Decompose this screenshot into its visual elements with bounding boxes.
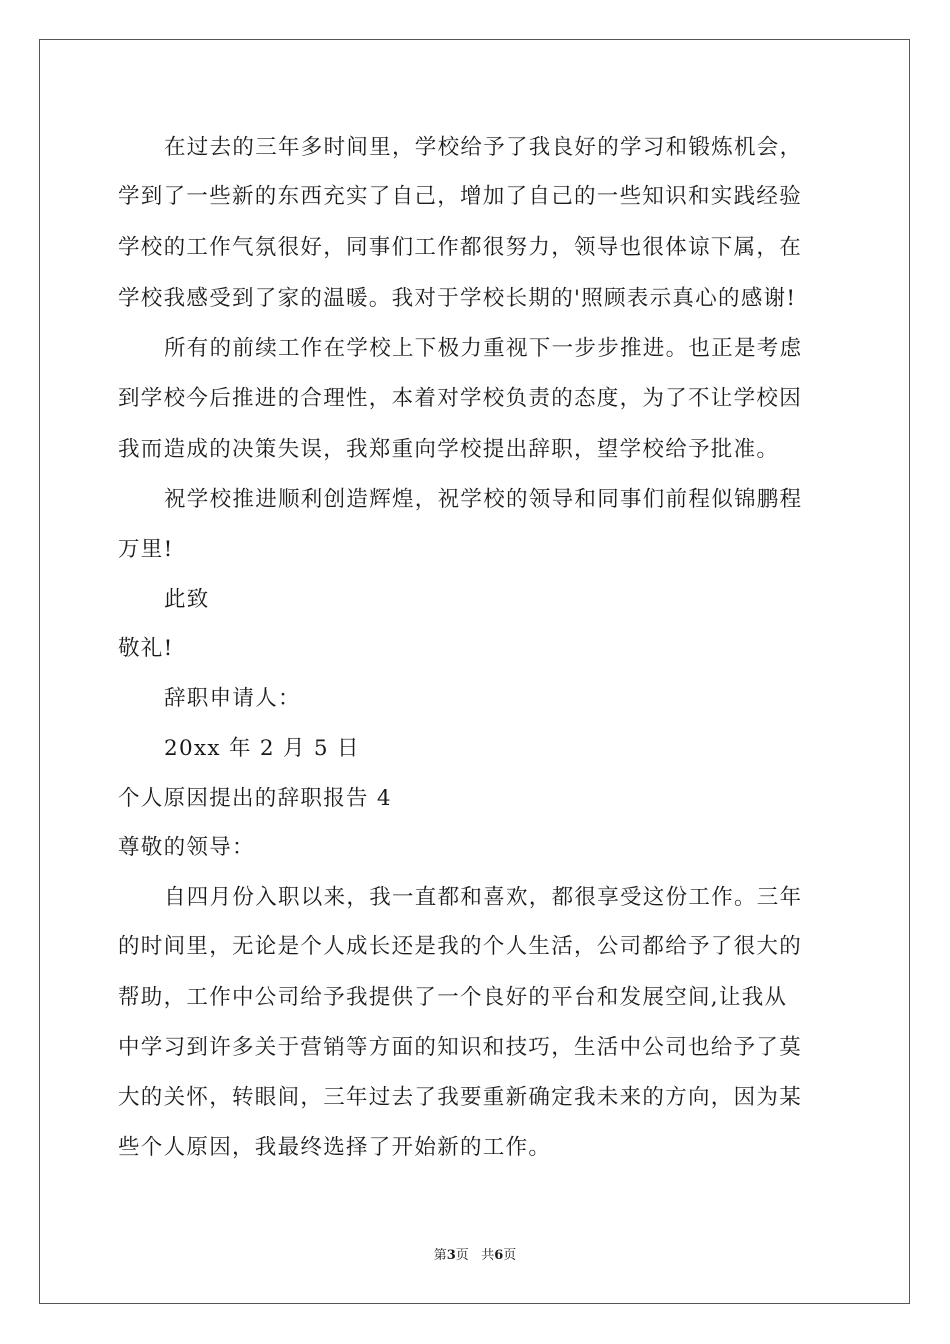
page-footer [0, 1248, 950, 1264]
closing-text: 此致 [164, 587, 210, 612]
text-line: 到学校今后推进的合理性，本着对学校负责的态度，为了不让学校因 [118, 386, 803, 411]
section-title: 个人原因提出的辞职报告 4 [118, 786, 392, 811]
page-prefix: 第 [433, 1248, 447, 1263]
page-total: 6 [494, 1248, 504, 1263]
text-line: 大的关怀，转眼间，三年过去了我要重新确定我未来的方向，因为某 [118, 1085, 803, 1110]
date-line: 20xx 年 2 月 5 日 [164, 736, 360, 761]
total-prefix: 共 [481, 1248, 495, 1263]
text-line: 中学习到许多关于营销等方面的知识和技巧，生活中公司也给予了莫 [118, 1035, 803, 1060]
text-line: 帮助，工作中公司给予我提供了一个良好的平台和发展空间,让我从 [118, 985, 788, 1010]
text-line: 的时间里，无论是个人成长还是我的个人生活，公司都给予了很大的 [118, 934, 803, 959]
text-line: 万里! [118, 537, 174, 562]
page-label: 页 [455, 1248, 469, 1263]
text-line: 我而造成的决策失误，我郑重向学校提出辞职，望学校给予批准。 [118, 437, 780, 462]
total-label: 页 [503, 1248, 517, 1263]
text-line: 学校我感受到了家的温暖。我对于学校长期的'照顾表示真心的感谢! [118, 286, 797, 311]
applicant-label: 辞职申请人： [164, 686, 301, 711]
text-line: 些个人原因，我最终选择了开始新的工作。 [118, 1135, 552, 1160]
page-frame [39, 39, 910, 1304]
text-line: 自四月份入职以来，我一直都和喜欢，都很享受这份工作。三年 [164, 885, 803, 910]
text-line: 在过去的三年多时间里，学校给予了我良好的学习和锻炼机会， [164, 135, 803, 160]
closing-salute: 敬礼! [118, 636, 174, 661]
page-current: 3 [446, 1248, 456, 1263]
text-line: 所有的前续工作在学校上下极力重视下一步步推进。也正是考虑 [164, 336, 803, 361]
text-line: 学到了一些新的东西充实了自己，增加了自己的一些知识和实践经验 [118, 184, 803, 209]
text-line: 学校的工作气氛很好，同事们工作都很努力，领导也很体谅下属，在 [118, 235, 803, 260]
salutation: 尊敬的领导： [118, 835, 255, 860]
text-line: 祝学校推进顺利创造辉煌，祝学校的领导和同事们前程似锦鹏程 [164, 487, 803, 512]
